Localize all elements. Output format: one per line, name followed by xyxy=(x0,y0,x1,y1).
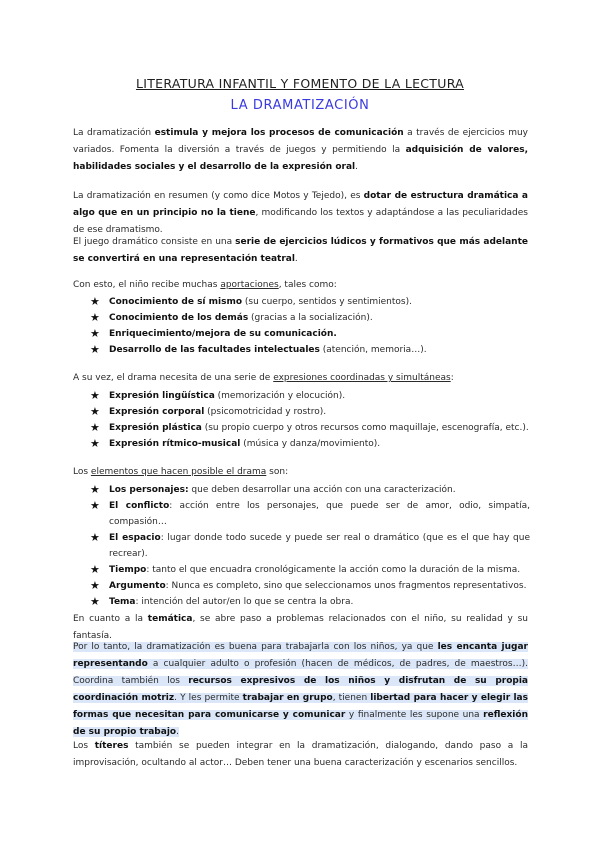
star-bullet-icon: ★ xyxy=(90,437,100,450)
bold-text: les encanta jugar representando xyxy=(73,642,528,669)
star-bullet-icon: ★ xyxy=(90,311,100,324)
underlined-text: aportaciones xyxy=(220,280,279,290)
text: Con esto, el niño recibe muchas xyxy=(73,280,221,290)
page-title: LITERATURA INFANTIL Y FOMENTO DE LA LECTURA xyxy=(135,76,465,91)
bold-text: Expresión corporal xyxy=(109,407,205,417)
text: La dramatización xyxy=(73,128,155,138)
text: Los xyxy=(73,467,91,477)
text: . xyxy=(355,162,358,172)
list-item xyxy=(90,388,530,404)
star-bullet-icon: ★ xyxy=(90,563,100,576)
text: (gracias a la socialización). xyxy=(248,313,373,323)
bold-text: dotar de estructura dramática a algo que en un principio no la tiene xyxy=(73,191,529,218)
bold-text: Tiempo xyxy=(109,565,147,575)
list-item xyxy=(90,578,530,594)
list-item xyxy=(90,530,530,562)
text: Por lo tanto, la dramatización es buena para trabajarla con los niños, ya que xyxy=(73,642,438,652)
text: La dramatización en resumen (y como dice Motos y Tejedo), es xyxy=(73,191,364,201)
star-bullet-icon: ★ xyxy=(90,483,100,496)
bold-text: Conocimiento de los demás xyxy=(109,313,249,323)
paragraph-puppets xyxy=(73,738,528,772)
bold-text: libertad para hacer y elegir las formas que necesitan para comunicarse y comunicar xyxy=(73,693,528,720)
list-item xyxy=(90,436,530,452)
text: (atención, memoria…). xyxy=(319,345,427,355)
text: : Nunca es completo, sino que seleccionamos unos fragmentos representativos. xyxy=(165,581,527,591)
bold-text: Tema xyxy=(109,597,136,607)
star-bullet-icon: ★ xyxy=(90,327,100,340)
paragraph-contributions xyxy=(73,277,528,294)
list-item xyxy=(90,342,530,358)
list-item xyxy=(90,482,530,498)
text: , modificando los textos y adaptándose a las peculiaridades de ese dramatismo. xyxy=(73,208,528,235)
section-title: LA DRAMATIZACIÓN xyxy=(230,98,370,113)
text: : acción entre los personajes, que puede ser de amor, odio, simpatía, compasión… xyxy=(109,501,530,527)
bold-text: reflexión de su propio trabajo xyxy=(73,710,528,737)
list-item xyxy=(90,294,530,310)
star-bullet-icon: ★ xyxy=(90,579,100,592)
list-item xyxy=(90,498,530,530)
underlined-text: elementos que hacen posible el drama xyxy=(90,467,267,477)
paragraph-conclusion xyxy=(73,639,528,741)
bold-text: Desarrollo de las facultades intelectuales xyxy=(109,345,320,355)
bold-text: Expresión rítmico-musical xyxy=(109,439,241,449)
bold-text: serie de ejercicios lúdicos y formativos que más adelante se convertirá en una representación teatral xyxy=(73,237,528,264)
bold-text: estimula y mejora los procesos de comunicación xyxy=(154,128,404,138)
bold-text: Expresión lingüística xyxy=(109,391,215,401)
star-bullet-icon: ★ xyxy=(90,405,100,418)
star-bullet-icon: ★ xyxy=(90,389,100,402)
text: . Y les permite xyxy=(174,693,243,703)
list-elements xyxy=(90,482,530,610)
text: , se abre paso a problemas relacionados con el niño, su realidad y su fantasía. xyxy=(73,614,528,641)
bold-text: Conocimiento de sí mismo xyxy=(109,297,243,307)
paragraph-intro xyxy=(73,125,528,176)
paragraph-elements xyxy=(73,464,528,481)
text: que deben desarrollar una acción con una caracterización. xyxy=(188,485,456,495)
text: : tanto el que encuadra cronológicamente la acción como la duración de la misma. xyxy=(146,565,521,575)
text: , tales como: xyxy=(278,280,337,290)
list-expressions xyxy=(90,388,530,452)
text: : xyxy=(450,373,454,383)
text: también se pueden integrar en la dramatización, dialogando, dando paso a la improvisación, ocultando al actor… Deben tener una buena caracterización y escenarios sencillos. xyxy=(73,741,528,768)
star-bullet-icon: ★ xyxy=(90,343,100,356)
paragraph-summary xyxy=(73,188,528,239)
list-item xyxy=(90,404,530,420)
text: (su cuerpo, sentidos y sentimientos). xyxy=(242,297,412,307)
star-bullet-icon: ★ xyxy=(90,295,100,308)
underlined-text: expresiones coordinadas y simultáneas xyxy=(273,373,451,383)
bold-text: El espacio xyxy=(109,533,161,543)
paragraph-dramatic-game xyxy=(73,234,528,268)
text: (música y danza/movimiento). xyxy=(240,439,381,449)
text: Los xyxy=(73,741,95,751)
paragraph-expressions xyxy=(73,370,528,387)
bold-text: trabajar en grupo xyxy=(242,693,333,703)
star-bullet-icon: ★ xyxy=(90,421,100,434)
star-bullet-icon: ★ xyxy=(90,499,100,512)
text: a través de ejercicios muy variados. Fomenta la diversión a través de juegos y permitiendo la xyxy=(73,128,529,155)
text: , tienen xyxy=(332,693,371,703)
text: En cuanto a la xyxy=(73,614,148,624)
star-bullet-icon: ★ xyxy=(90,531,100,544)
text: : intención del autor/en lo que se centra la obra. xyxy=(135,597,354,607)
text: y finalmente les supone una xyxy=(345,710,484,720)
bold-text: títeres xyxy=(94,741,129,751)
list-item xyxy=(90,310,530,326)
text: son: xyxy=(266,467,289,477)
text: El juego dramático consiste en una xyxy=(73,237,236,247)
text: A su vez, el drama necesita de una serie de xyxy=(73,373,274,383)
text: (psicomotricidad y rostro). xyxy=(204,407,327,417)
text: . xyxy=(294,254,298,264)
list-item xyxy=(90,562,530,578)
list-item xyxy=(90,594,530,610)
bold-text: Argumento xyxy=(109,581,166,591)
bold-text: Los personajes: xyxy=(109,485,189,495)
bold-text: Expresión plástica xyxy=(109,423,202,433)
text: a cualquier adulto o profesión (hacen de médicos, de padres, de maestros…). Coordina también los xyxy=(73,659,528,686)
list-item xyxy=(90,326,530,342)
bold-text: recursos expresivos de los niños y disfrutan de su propia coordinación motriz xyxy=(73,676,528,703)
text: (memorización y elocución). xyxy=(214,391,346,401)
star-bullet-icon: ★ xyxy=(90,595,100,608)
bold-text: temática xyxy=(147,614,193,624)
bold-text: Enriquecimiento/mejora de su comunicación. xyxy=(109,329,337,339)
text: . xyxy=(176,727,179,737)
bold-text: adquisición de valores, habilidades sociales y el desarrollo de la expresión oral xyxy=(73,145,528,172)
text: (su propio cuerpo y otros recursos como maquillaje, escenografía, etc.). xyxy=(201,423,529,433)
text: : lugar donde todo sucede y puede ser real o dramático (que es el que hay que recrear). xyxy=(109,533,531,559)
list-item xyxy=(90,420,530,436)
bold-text: El conflicto xyxy=(109,501,170,511)
list-contributions xyxy=(90,294,530,358)
